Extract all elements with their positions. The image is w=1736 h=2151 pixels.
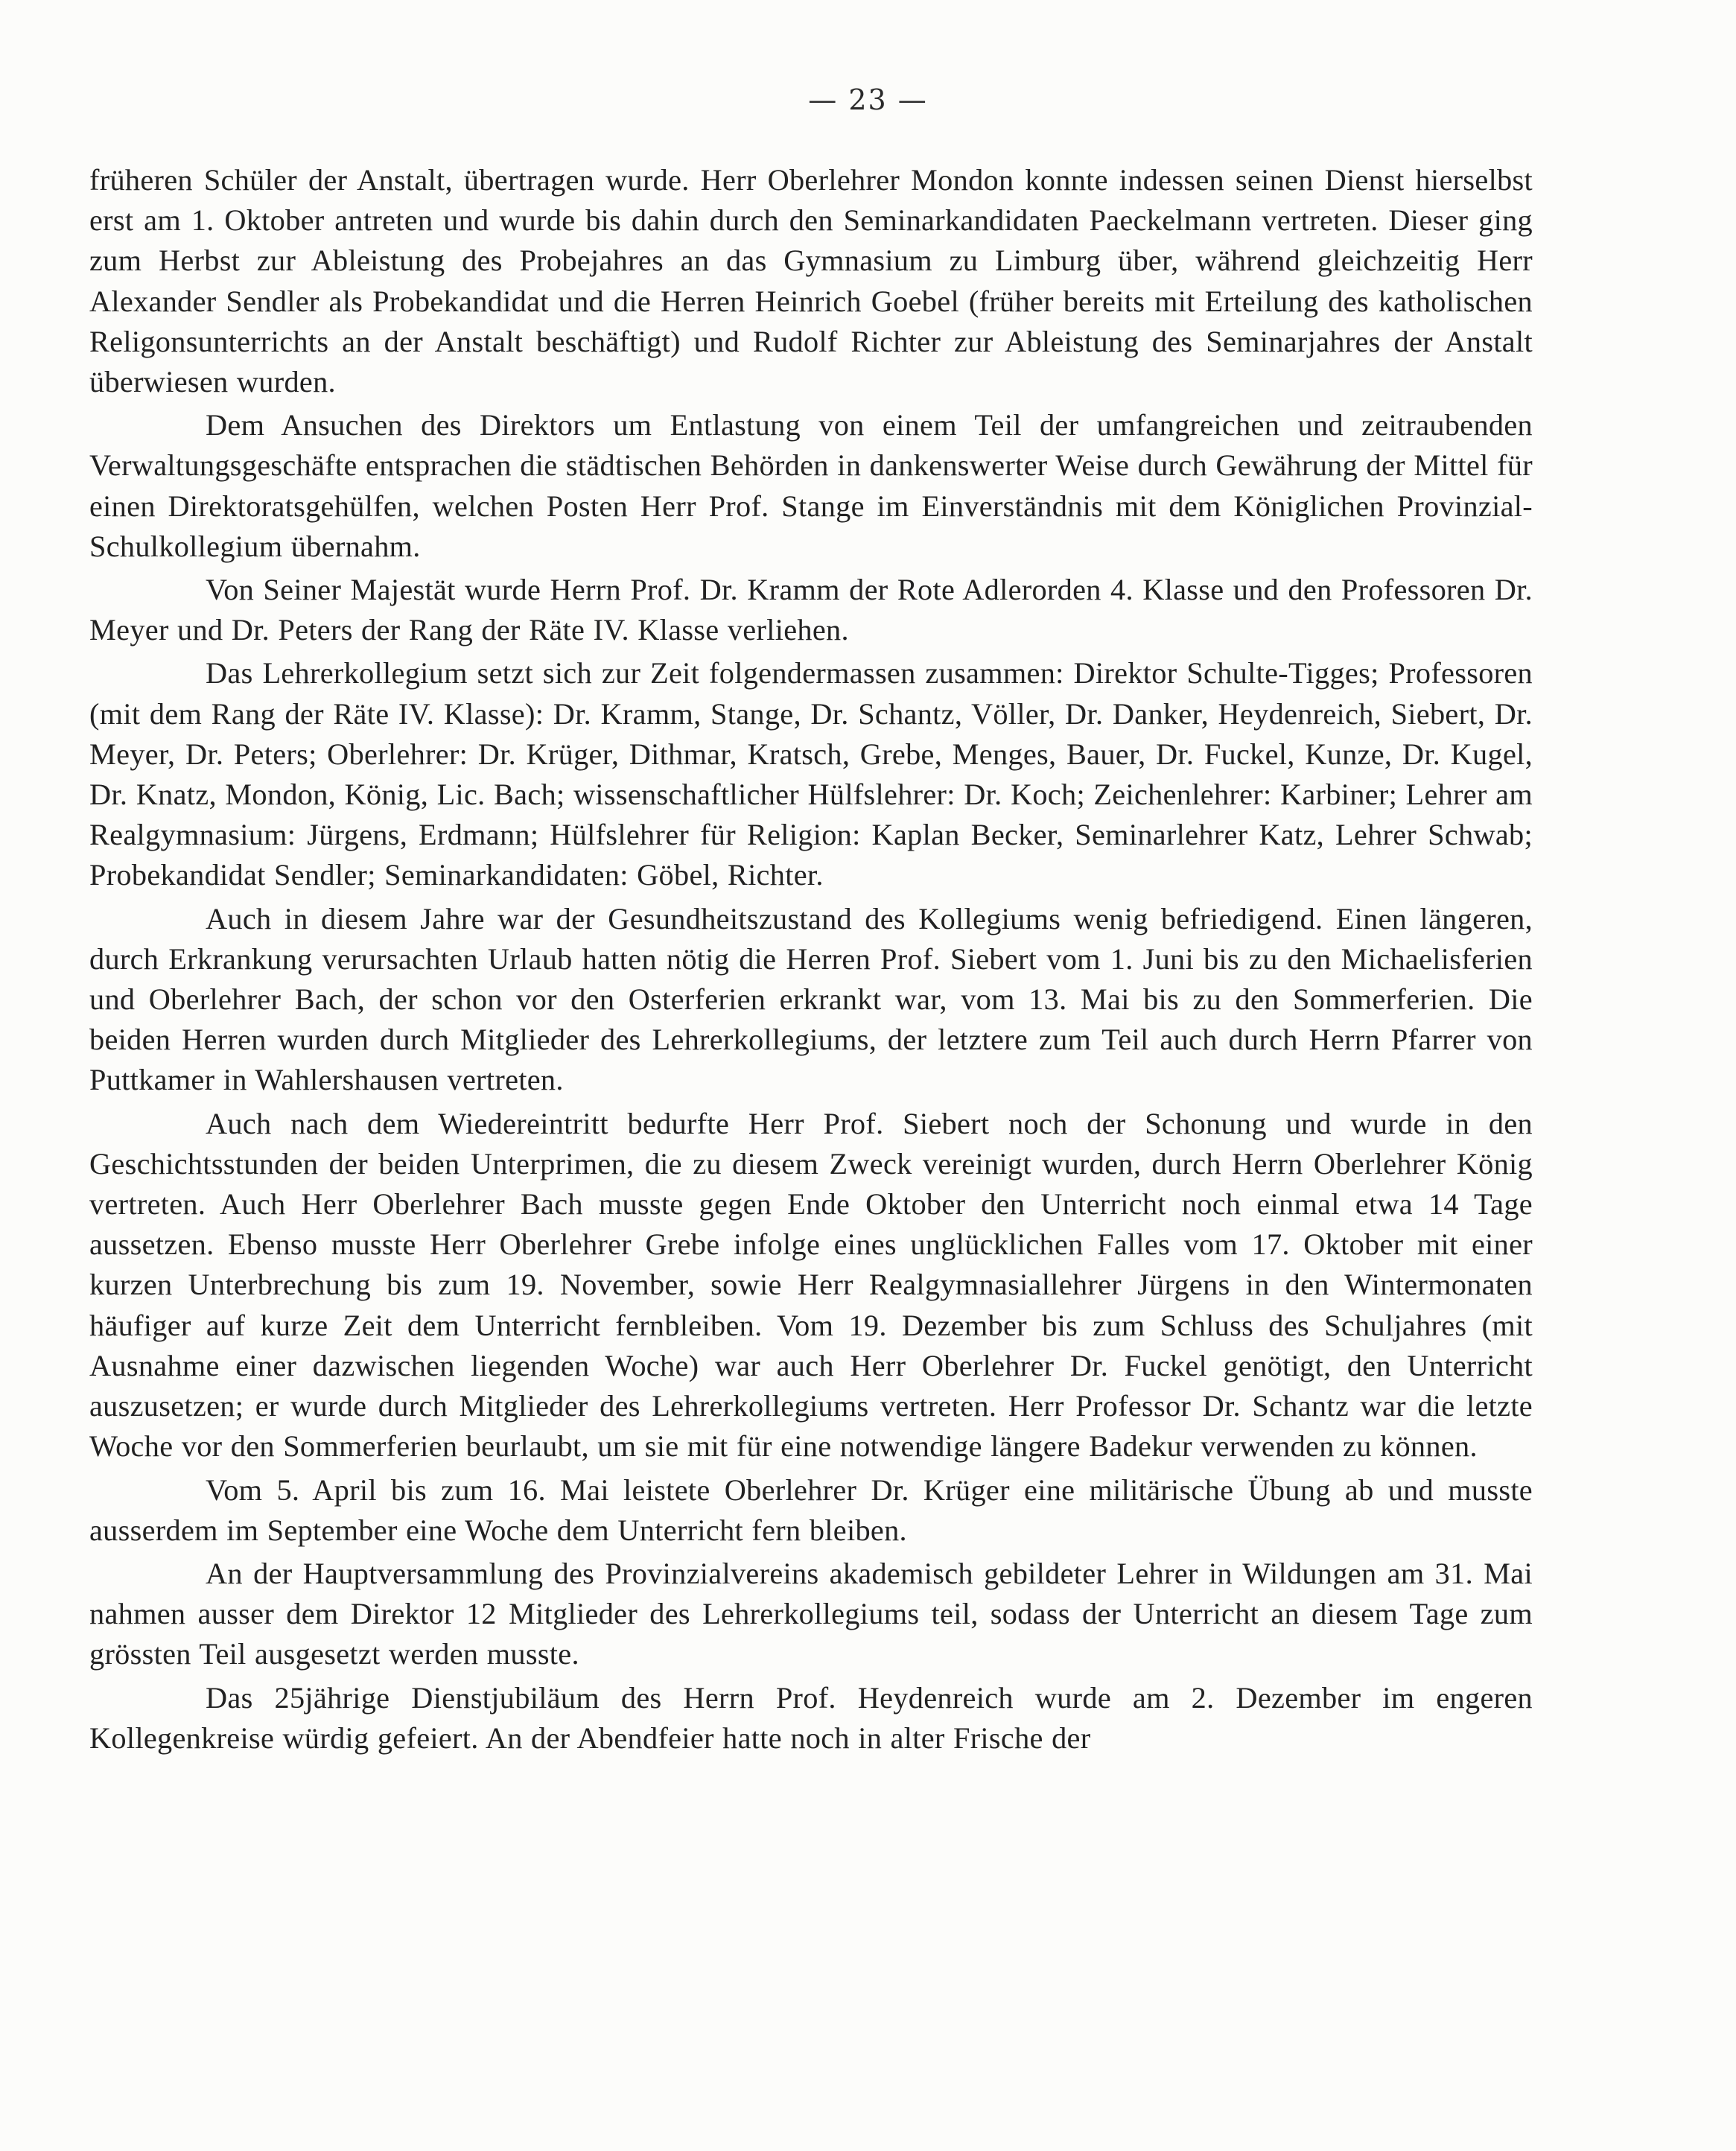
paragraph-health-leave: Auch in diesem Jahre war der Gesundheitszustand des Kollegiums wenig befriedigend. Einen längeren, durch Erkrankung verursachten Urlaub hatten nötig die Herren Prof. Siebert vom 1. Juni bis zu den Michaelisferien und Oberlehrer Bach, der schon vor den Osterferien erkrankt war, vom 13. Mai bis zu den Sommerferien. Die beiden Herren wurden durch Mitglieder des Lehrerkollegiums, der letztere zum Teil auch durch Herrn Pfarrer von Puttkamer in Wahlershausen vertreten.: [89, 901, 1533, 1097]
paragraph-honors: Von Seiner Majestät wurde Herrn Prof. Dr. Kramm der Rote Adlerorden 4. Klasse und den Professoren Dr. Meyer und Dr. Peters der Rang der Räte IV. Klasse verliehen.: [89, 573, 1533, 647]
body-text: [89, 160, 1533, 1761]
paragraph-faculty-list: Das Lehrerkollegium setzt sich zur Zeit folgendermassen zusammen: Direktor Schulte-Tigges; Professoren (mit dem Rang der Räte IV. Klasse): Dr. Kramm, Stange, Dr. Schantz, Völler, Dr. Danker, Heydenreich, Siebert, Dr. Meyer, Dr. Peters; Oberlehrer: Dr. Krüger, Dithmar, Kratsch, Grebe, Menges, Bauer, Dr. Fuckel, Kunze, Dr. Kugel, Dr. Knatz, Mondon, König, Lic. Bach; wissenschaftlicher Hülfslehrer: Dr. Koch; Zeichenlehrer: Karbiner; Lehrer am Realgymnasium: Jürgens, Erdmann; Hülfslehrer für Religion: Kaplan Becker, Seminarlehrer Katz, Lehrer Schwab; Probekandidat Sendler; Seminarkandidaten: Göbel, Richter.: [89, 656, 1533, 892]
page-number: — 23 —: [808, 83, 928, 116]
paragraph-administration-relief: Dem Ansuchen des Direktors um Entlastung von einem Teil der umfangreichen und zeitraubenden Verwaltungsgeschäfte entsprachen die städtischen Behörden in dankenswerter Weise durch Gewährung der Mittel für einen Direktoratsgehülfen, welchen Posten Herr Prof. Stange im Einverständnis mit dem Königlichen Provinzial-Schulkollegium übernahm.: [89, 408, 1533, 563]
paragraph-general-assembly: An der Hauptversammlung des Provinzialvereins akademisch gebildeter Lehrer in Wildungen am 31. Mai nahmen ausser dem Direktor 12 Mitglieder des Lehrerkollegiums teil, sodass der Unterricht an diesem Tage zum grössten Teil ausgesetzt werden musste.: [89, 1556, 1533, 1671]
paragraph-military-exercise: Vom 5. April bis zum 16. Mai leistete Oberlehrer Dr. Krüger eine militärische Übung ab und musste ausserdem im September eine Woche dem Unterricht fern bleiben.: [89, 1472, 1533, 1547]
paragraph-substitutions: Auch nach dem Wiedereintritt bedurfte Herr Prof. Siebert noch der Schonung und wurde in den Geschichtsstunden der beiden Unterprimen, die zu diesem Zweck vereinigt wurden, durch Herrn Oberlehrer König vertreten. Auch Herr Oberlehrer Bach musste gegen Ende Oktober den Unterricht noch einmal etwa 14 Tage aussetzen. Ebenso musste Herr Oberlehrer Grebe infolge eines unglücklichen Falles vom 17. Oktober mit einer kurzen Unterbrechung bis zum 19. November, sowie Herr Realgymnasiallehrer Jürgens in den Wintermonaten häufiger auf kurze Zeit dem Unterricht fernbleiben. Vom 19. Dezember bis zum Schluss des Schuljahres (mit Ausnahme einer dazwischen liegenden Woche) war auch Herr Oberlehrer Dr. Fuckel genötigt, den Unterricht auszusetzen; er wurde durch Mitglieder des Lehrerkollegiums vertreten. Herr Professor Dr. Schantz war die letzte Woche vor den Sommerferien beurlaubt, um sie mit für eine notwendige längere Badekur verwenden zu können.: [89, 1106, 1533, 1464]
paragraph-continuation: früheren Schüler der Anstalt, übertragen wurde. Herr Oberlehrer Mondon konnte indessen seinen Dienst hierselbst erst am 1. Oktober antreten und wurde bis dahin durch den Seminarkandidaten Paeckelmann vertreten. Dieser ging zum Herbst zur Ableistung des Probejahres an das Gymnasium zu Limburg über, während gleichzeitig Herr Alexander Sendler als Probekandidat und die Herren Heinrich Goebel (früher bereits mit Erteilung des katholischen Religonsunterrichts an der Anstalt beschäftigt) und Rudolf Richter zur Ableistung des Seminarjahres der Anstalt überwiesen wurden.: [89, 163, 1533, 399]
paragraph-jubilee: Das 25jährige Dienstjubiläum des Herrn Prof. Heydenreich wurde am 2. Dezember im engeren Kollegenkreise würdig gefeiert. An der Abendfeier hatte noch in alter Frische der: [89, 1680, 1533, 1755]
